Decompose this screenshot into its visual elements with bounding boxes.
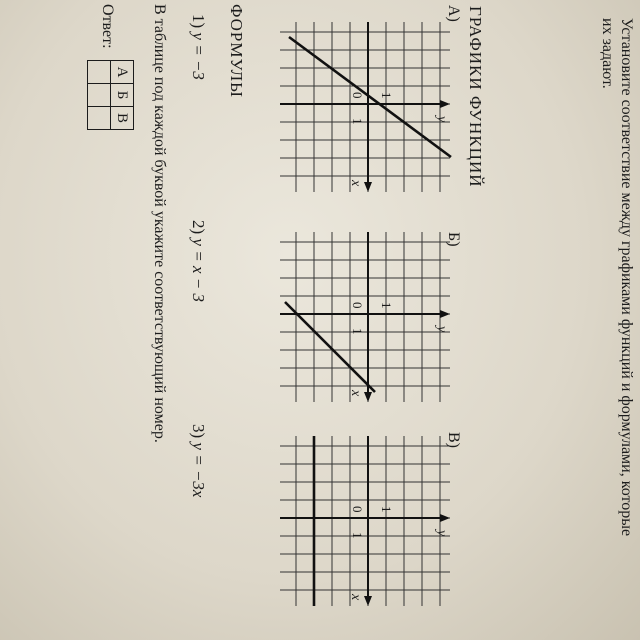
formula-1-text: y = −3	[189, 32, 208, 80]
y-axis-label: y	[434, 116, 449, 123]
function-line-b	[285, 302, 375, 392]
answer-header-a: А	[111, 61, 134, 84]
x-axis-label: x	[348, 390, 363, 397]
x-axis-arrow-icon	[364, 182, 372, 192]
formula-1-number: 1)	[189, 14, 208, 29]
graph-b-label: Б)	[445, 232, 462, 247]
answer-cell-c[interactable]	[88, 107, 111, 130]
formula-3-text: y = −3x	[189, 442, 208, 498]
formula-2-text: y = x − 3	[189, 238, 208, 302]
graph-a-label: А)	[445, 5, 462, 22]
x-unit-label: 1	[350, 118, 365, 125]
y-unit-label: 1	[379, 302, 394, 309]
graph-c-label: В)	[445, 432, 462, 448]
x-axis-arrow-icon	[364, 392, 372, 402]
answer-label: Ответ:	[99, 4, 116, 49]
graphs-heading: ГРАФИКИ ФУНКЦИЙ	[466, 6, 485, 188]
x-unit-label: 1	[350, 328, 365, 335]
origin-label: 0	[350, 302, 365, 309]
instruction-text: В таблице под каждой буквой укажите соответствующий номер.	[151, 4, 168, 443]
answer-cell-b[interactable]	[88, 84, 111, 107]
y-axis-arrow-icon	[440, 514, 450, 522]
function-line-a	[289, 37, 451, 157]
origin-label: 0	[350, 92, 365, 99]
y-unit-label: 1	[379, 506, 394, 513]
task-text-line2: их задают.	[599, 18, 616, 89]
x-axis-label: x	[348, 180, 363, 187]
formula-3	[188, 424, 208, 497]
formula-2	[188, 220, 208, 302]
graph-b	[280, 232, 450, 402]
y-unit-label: 1	[379, 92, 394, 99]
formula-3-number: 3)	[189, 424, 208, 439]
y-axis-arrow-icon	[440, 310, 450, 318]
formula-2-number: 2)	[189, 220, 208, 235]
answer-header-c: В	[111, 107, 134, 130]
y-axis-arrow-icon	[440, 100, 450, 108]
x-unit-label: 1	[350, 532, 365, 539]
answer-header-b: Б	[111, 84, 134, 107]
formulas-heading: ФОРМУЛЫ	[227, 4, 246, 98]
answer-table-value-row	[88, 61, 111, 130]
answer-cell-a[interactable]	[88, 61, 111, 84]
task-text-line1: Установите соответствие между графиками функций и формулами, которые	[618, 18, 635, 537]
y-axis-label: y	[434, 326, 449, 333]
origin-label: 0	[350, 506, 365, 513]
x-axis-label: x	[348, 594, 363, 601]
y-axis-label: y	[434, 530, 449, 537]
x-axis-arrow-icon	[364, 596, 372, 606]
answer-table	[87, 60, 134, 130]
graph-c	[280, 436, 450, 606]
answer-table-header-row	[111, 61, 134, 130]
graph-a	[280, 22, 450, 192]
formula-1	[188, 14, 208, 80]
